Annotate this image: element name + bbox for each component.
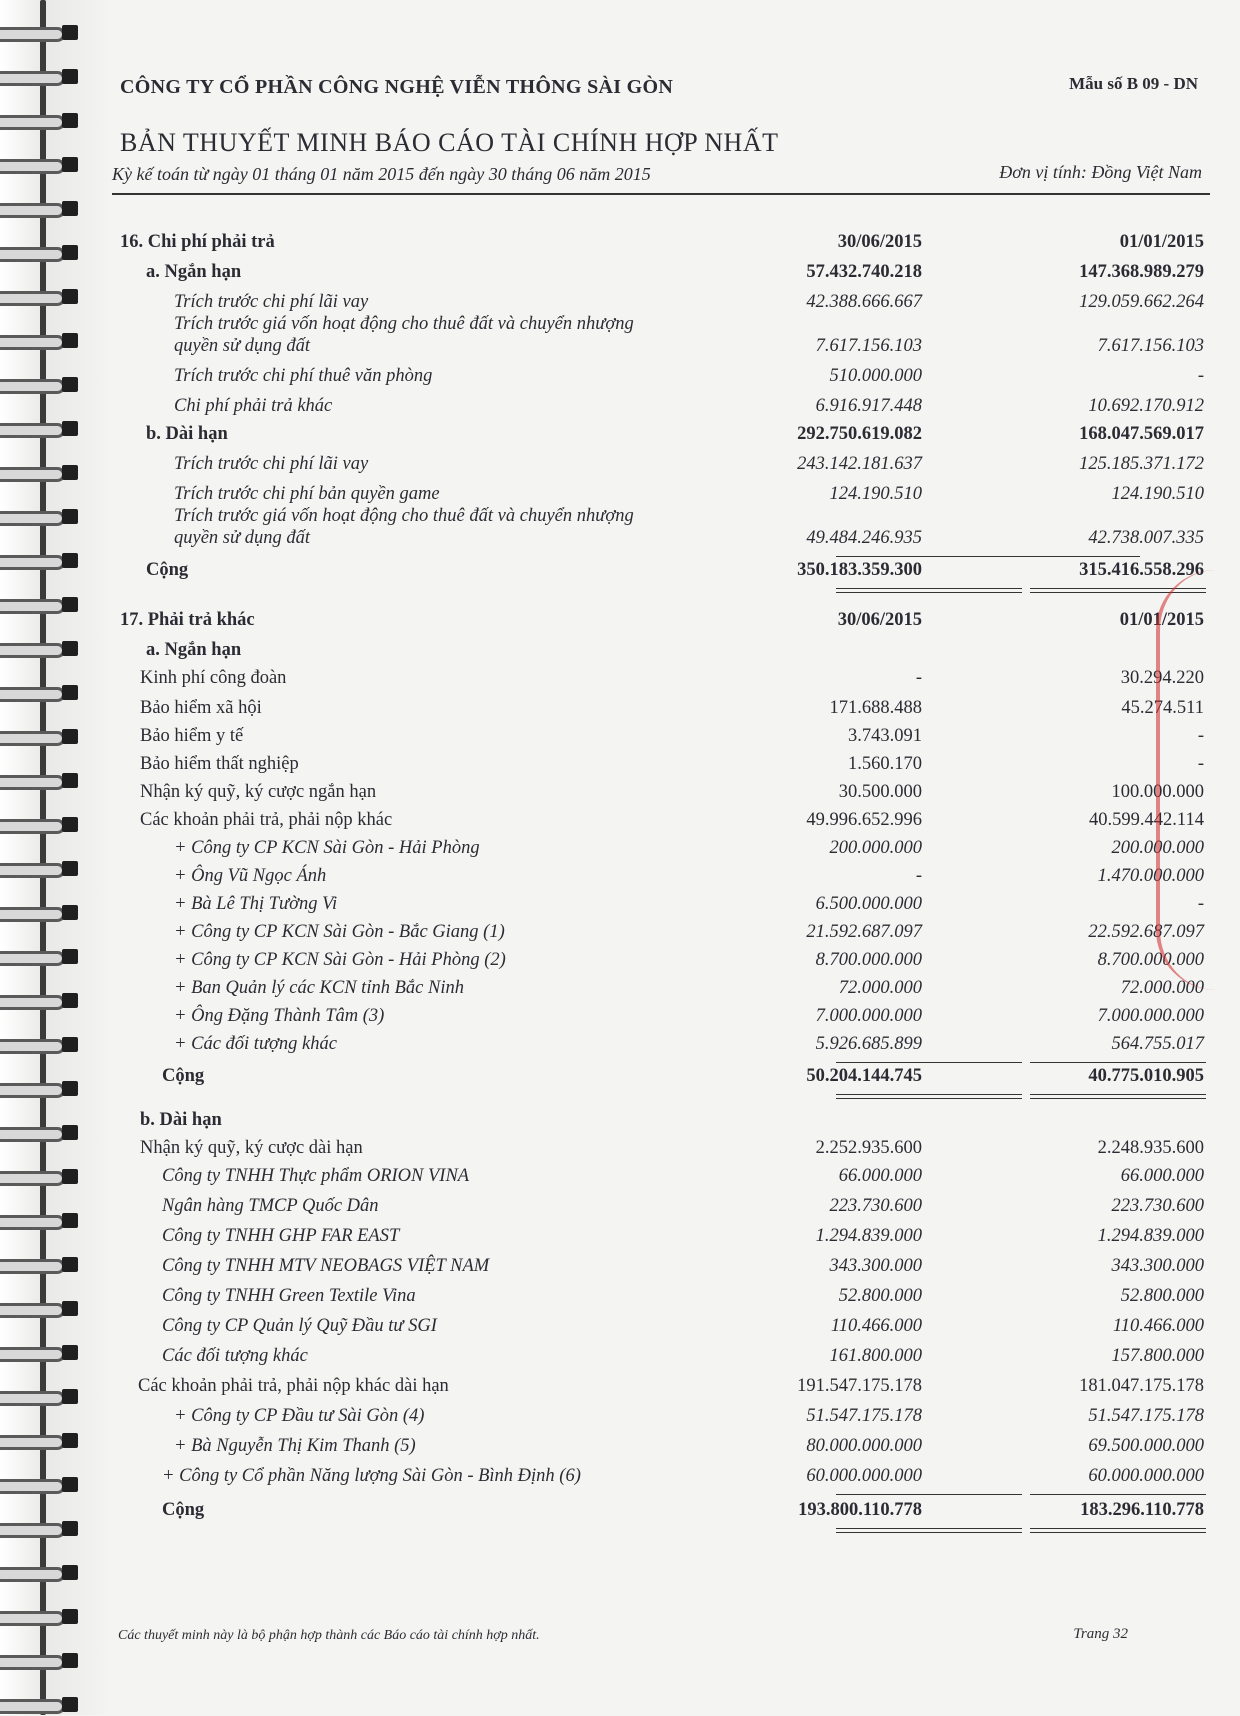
binding-ring (0, 462, 86, 484)
ring-loop (0, 1259, 65, 1274)
ring-loop (0, 1347, 65, 1362)
document-page (112, 0, 1240, 1715)
punch-hole (62, 1213, 78, 1228)
ring-loop (0, 907, 65, 922)
table-row: Trích trước chi phí bản quyền game 124.190.510 124.190.510 (174, 484, 1204, 504)
header-rule (112, 193, 1210, 195)
binding-ring (0, 1386, 86, 1408)
punch-hole (62, 333, 78, 348)
section-header-16: 16. Chi phí phải trả 30/06/2015 01/01/2015 (120, 232, 1204, 252)
table-row: + Ban Quản lý các KCN tỉnh Bắc Ninh 72.000.000 72.000.000 (174, 978, 1204, 998)
ring-loop (0, 1611, 65, 1626)
punch-hole (62, 1169, 78, 1184)
currency-unit: Đơn vị tính: Đồng Việt Nam (999, 162, 1202, 182)
punch-hole (62, 1257, 78, 1272)
ring-loop (0, 467, 65, 482)
table-row: + Công ty Cổ phần Năng lượng Sài Gòn - Bình Định (6) 60.000.000.000 60.000.000.000 (162, 1466, 1204, 1486)
punch-hole (62, 729, 78, 744)
table-row: Bảo hiểm y tế 3.743.091 - (140, 726, 1204, 746)
table-row: Công ty TNHH GHP FAR EAST 1.294.839.000 1.294.839.000 (162, 1226, 1204, 1246)
table-row: Bảo hiểm xã hội 171.688.488 45.274.511 (140, 698, 1204, 718)
ring-loop (0, 379, 65, 394)
punch-hole (62, 465, 78, 480)
punch-hole (62, 1345, 78, 1360)
ring-loop (0, 1391, 65, 1406)
punch-hole (62, 1389, 78, 1404)
subsection-short-term: a. Ngắn hạn (146, 640, 242, 660)
total-double-rule (1030, 1094, 1206, 1099)
ring-loop (0, 115, 65, 130)
subtotal-rule (1030, 1062, 1206, 1063)
total-row-17b: Cộng 193.800.110.778 183.296.110.778 (162, 1500, 1204, 1520)
document-title: BẢN THUYẾT MINH BÁO CÁO TÀI CHÍNH HỢP NHẤT (120, 128, 779, 157)
ring-loop (0, 731, 65, 746)
total-double-rule (836, 588, 1022, 593)
punch-hole (62, 1521, 78, 1536)
ring-loop (0, 511, 65, 526)
ring-loop (0, 1303, 65, 1318)
table-row: Công ty TNHH MTV NEOBAGS VIỆT NAM 343.300.000 343.300.000 (162, 1256, 1204, 1276)
binding-ring (0, 1210, 86, 1232)
binding-ring (0, 550, 86, 572)
punch-hole (62, 1081, 78, 1096)
ring-loop (0, 555, 65, 570)
total-double-rule (836, 1094, 1022, 1099)
punch-hole (62, 1301, 78, 1316)
ring-loop (0, 775, 65, 790)
ring-loop (0, 687, 65, 702)
punch-hole (62, 773, 78, 788)
binding-ring (0, 990, 86, 1012)
total-row-16: Cộng 350.183.359.300 315.416.558.296 (146, 560, 1204, 580)
footer-note: Các thuyết minh này là bộ phận hợp thành các Báo cáo tài chính hợp nhất. (118, 1628, 540, 1643)
table-row: Các đối tượng khác 161.800.000 157.800.000 (162, 1346, 1204, 1366)
table-row: Kinh phí công đoàn - 30.294.220 (140, 668, 1204, 688)
punch-hole (62, 1037, 78, 1052)
binding-ring (0, 1298, 86, 1320)
table-row: + Công ty CP KCN Sài Gòn - Hải Phòng 200.000.000 200.000.000 (174, 838, 1204, 858)
table-row: Bảo hiểm thất nghiệp 1.560.170 - (140, 754, 1204, 774)
ring-loop (0, 1039, 65, 1054)
punch-hole (62, 1653, 78, 1668)
punch-hole (62, 597, 78, 612)
table-row: + Các đối tượng khác 5.926.685.899 564.755.017 (174, 1034, 1204, 1054)
punch-hole (62, 421, 78, 436)
binding-ring (0, 330, 86, 352)
table-row: Nhận ký quỹ, ký cược ngắn hạn 30.500.000 100.000.000 (140, 782, 1204, 802)
subtotal-rule (836, 1494, 1022, 1495)
ring-loop (0, 159, 65, 174)
ring-loop (0, 203, 65, 218)
subsection-long-term: b. Dài hạn 292.750.619.082 168.047.569.017 (146, 424, 1204, 444)
punch-hole (62, 949, 78, 964)
table-row: quyền sử dụng đất 49.484.246.935 42.738.007.335 (174, 528, 1204, 548)
subsection-short-term: a. Ngắn hạn 57.432.740.218 147.368.989.279 (146, 262, 1204, 282)
table-row: Trích trước chi phí thuê văn phòng 510.000.000 - (174, 366, 1204, 386)
punch-hole (62, 1477, 78, 1492)
binding-ring (0, 682, 86, 704)
section-header-17: 17. Phải trả khác 30/06/2015 01/01/2015 (120, 610, 1204, 630)
punch-hole (62, 993, 78, 1008)
subtotal-rule (1030, 1494, 1206, 1495)
binding-ring (0, 242, 86, 264)
ring-loop (0, 1215, 65, 1230)
table-row: Công ty TNHH Thực phẩm ORION VINA 66.000.000 66.000.000 (162, 1166, 1204, 1186)
ring-loop (0, 1435, 65, 1450)
binding-ring (0, 1474, 86, 1496)
table-row: Các khoản phải trả, phải nộp khác dài hạn 191.547.175.178 181.047.175.178 (138, 1376, 1204, 1396)
table-row: Trích trước chi phí lãi vay 42.388.666.667 129.059.662.264 (174, 292, 1204, 312)
binding-ring (0, 418, 86, 440)
ring-loop (0, 1699, 65, 1714)
ring-loop (0, 1171, 65, 1186)
table-row: + Bà Lê Thị Tường Vi 6.500.000.000 - (174, 894, 1204, 914)
binding-ring (0, 374, 86, 396)
table-row: quyền sử dụng đất 7.617.156.103 7.617.156.103 (174, 336, 1204, 356)
binding-ring (0, 1562, 86, 1584)
binding-ring (0, 66, 86, 88)
binding-ring (0, 814, 86, 836)
table-row: Trích trước chi phí lãi vay 243.142.181.637 125.185.371.172 (174, 454, 1204, 474)
table-row: Ngân hàng TMCP Quốc Dân 223.730.600 223.730.600 (162, 1196, 1204, 1216)
ring-loop (0, 863, 65, 878)
ring-loop (0, 1523, 65, 1538)
red-seal-stamp (1156, 570, 1240, 990)
binding-ring (0, 110, 86, 132)
ring-loop (0, 1567, 65, 1582)
binding-ring (0, 858, 86, 880)
binding-ring (0, 1606, 86, 1628)
ring-loop (0, 291, 65, 306)
ring-loop (0, 27, 65, 42)
punch-hole (62, 509, 78, 524)
punch-hole (62, 641, 78, 656)
table-row: + Công ty CP Đầu tư Sài Gòn (4) 51.547.175.178 51.547.175.178 (174, 1406, 1204, 1426)
punch-hole (62, 1609, 78, 1624)
binding-ring (0, 1078, 86, 1100)
reporting-period: Kỳ kế toán từ ngày 01 tháng 01 năm 2015 đến ngày 30 tháng 06 năm 2015 (112, 164, 651, 184)
punch-hole (62, 201, 78, 216)
table-row: + Công ty CP KCN Sài Gòn - Bắc Giang (1) 21.592.687.097 22.592.687.097 (174, 922, 1204, 942)
ring-loop (0, 643, 65, 658)
binding-ring (0, 902, 86, 924)
table-row: + Ông Vũ Ngọc Ánh - 1.470.000.000 (174, 866, 1204, 886)
punch-hole (62, 685, 78, 700)
punch-hole (62, 377, 78, 392)
table-row: + Ông Đặng Thành Tâm (3) 7.000.000.000 7.000.000.000 (174, 1006, 1204, 1026)
punch-hole (62, 817, 78, 832)
table-row: Trích trước giá vốn hoạt động cho thuê đất và chuyển nhượng (174, 506, 634, 526)
punch-hole (62, 1125, 78, 1140)
ring-loop (0, 71, 65, 86)
ring-loop (0, 1083, 65, 1098)
subsection-long-term: b. Dài hạn (140, 1110, 222, 1130)
subtotal-rule (836, 556, 1140, 557)
form-number: Mẫu số B 09 - DN (1069, 74, 1198, 93)
table-row: Nhận ký quỹ, ký cược dài hạn 2.252.935.600 2.248.935.600 (140, 1138, 1204, 1158)
punch-hole (62, 289, 78, 304)
table-row: Trích trước giá vốn hoạt động cho thuê đất và chuyển nhượng (174, 314, 634, 334)
ring-loop (0, 995, 65, 1010)
ring-loop (0, 423, 65, 438)
binding-ring (0, 638, 86, 660)
ring-loop (0, 1127, 65, 1142)
binding-ring (0, 1254, 86, 1276)
punch-hole (62, 245, 78, 260)
total-row-17a: Cộng 50.204.144.745 40.775.010.905 (162, 1066, 1204, 1086)
binding-ring (0, 726, 86, 748)
binding-ring (0, 1122, 86, 1144)
ring-loop (0, 951, 65, 966)
binding-ring (0, 1650, 86, 1672)
binding-ring (0, 198, 86, 220)
table-row: Các khoản phải trả, phải nộp khác 49.996.652.996 40.599.442.114 (140, 810, 1204, 830)
page-number: Trang 32 (1073, 1626, 1128, 1642)
table-row: Công ty TNHH Green Textile Vina 52.800.000 52.800.000 (162, 1286, 1204, 1306)
binding-ring (0, 1166, 86, 1188)
ring-loop (0, 819, 65, 834)
binding-ring (0, 946, 86, 968)
binding-ring (0, 22, 86, 44)
binding-ring (0, 1342, 86, 1364)
table-row: Chi phí phải trả khác 6.916.917.448 10.692.170.912 (174, 396, 1204, 416)
ring-loop (0, 599, 65, 614)
punch-hole (62, 1565, 78, 1580)
ring-loop (0, 335, 65, 350)
total-double-rule (1030, 1528, 1206, 1533)
ring-loop (0, 1655, 65, 1670)
binding-ring (0, 1518, 86, 1540)
subtotal-rule (836, 1062, 1022, 1063)
binding-ring (0, 286, 86, 308)
punch-hole (62, 1697, 78, 1712)
punch-hole (62, 553, 78, 568)
binding-ring (0, 770, 86, 792)
table-row: + Công ty CP KCN Sài Gòn - Hải Phòng (2) 8.700.000.000 8.700.000.000 (174, 950, 1204, 970)
punch-hole (62, 69, 78, 84)
punch-hole (62, 905, 78, 920)
ring-loop (0, 1479, 65, 1494)
company-name: CÔNG TY CỔ PHẦN CÔNG NGHỆ VIỄN THÔNG SÀI GÒN (120, 76, 674, 98)
ring-loop (0, 247, 65, 262)
spiral-binding (0, 0, 112, 1715)
binding-ring (0, 1034, 86, 1056)
total-double-rule (836, 1528, 1022, 1533)
binding-ring (0, 1694, 86, 1716)
punch-hole (62, 157, 78, 172)
binding-ring (0, 1430, 86, 1452)
punch-hole (62, 1433, 78, 1448)
binding-ring (0, 506, 86, 528)
table-row: + Bà Nguyễn Thị Kim Thanh (5) 80.000.000.000 69.500.000.000 (174, 1436, 1204, 1456)
punch-hole (62, 113, 78, 128)
punch-hole (62, 25, 78, 40)
binding-ring (0, 594, 86, 616)
punch-hole (62, 861, 78, 876)
binding-ring (0, 154, 86, 176)
table-row: Công ty CP Quản lý Quỹ Đầu tư SGI 110.466.000 110.466.000 (162, 1316, 1204, 1336)
